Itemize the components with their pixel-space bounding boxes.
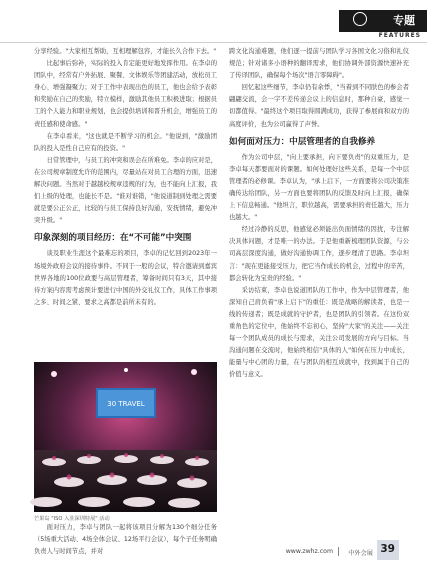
paragraph: 分享经验。"大家相互帮助，互相理解包容，才能长久合作下去。" <box>34 48 217 55</box>
paragraph: 谈及职业生涯这个最难忘的项目，李卓的记忆回到2023年一场境外政府会议的接待事件。不同于一般的会议，特合邀请到嘉宾世界各地的100位政要与高层管理者，筹备时间只有3天，其中接待方案内容需考虑预计要进行中国的外交礼仪工作，具体工作事项之多、时间之紧、要求之高都是前所未有的。 <box>34 250 217 306</box>
section-logo-icon <box>353 12 367 26</box>
stage-screen-text: 30 TRAVEL <box>107 400 145 408</box>
paragraph: 经过冷静的反思，他感觉必须能出负面情绪的因扰，专注解决具体问题，才是唯一的办法。于是他重新梳理团队资源，与公司高层深度沟通，做好沟通协调工作，逐步理清了思路。李卓坦言："现在更能接受压力，把它当作成长的机会，过程中的辛苦，都会转化为宝贵的经验。" <box>229 226 409 282</box>
paragraph: 比起事后弥补，实际的投入肯定能更好地发挥作用。在李卓的团队中，经常有户外拓展、聚餐、文体娱乐等团建活动，放松员工身心、增强凝聚力；对于工作中表现出色的员工，他也会给予表彰和奖励在自己的奖励，特立模样，激励其他员工积极进取；根据员工的个人能力和职业规划，也会提供培训和晋升机会，增强员工的责任感和使命感。" <box>34 60 217 128</box>
left-column-tail <box>34 522 217 556</box>
paragraph: 回忆起这些细节，李卓仍有余悸，"当着到不同肤色的参会者翩翩交流，会一字不差传递会议上的信息时，那种自豪，感觉一切都值得。"最终这个项目取得圆满成功，获得了参展商和双方的高度评价，也为公司赢得了声誉。 <box>229 84 409 128</box>
event-photo <box>34 362 217 512</box>
photo-caption: 芒果岛 "ISO 入驻深圳特展" 活动 <box>34 516 110 522</box>
paragraph: 面对压力，李卓与团队一起将该项目分解为130个细分任务（5场重大活动、4场全体会议、12场平行会议），每个子任务明确负责人与时间节点，并对 <box>34 524 217 556</box>
right-column <box>229 46 409 405</box>
section-title: 专题 <box>393 14 415 27</box>
footer-divider <box>338 547 339 556</box>
left-column <box>34 46 217 309</box>
paragraph: 采访结束，李卓也说道团队的工作中，作为中层管理者，他深知自己肩负着"承上启下"的重任：既是战略的解读者，也是一线的传递者；既是成就的守护者，也是团队的引领者。在这份双重角色的定位中，他始终不忘初心，坚持"大家"的关注——关注每一个团队成员的成长与需求，关注公司发展的方向与目标。当沟通问题在交流时，他始终相信"具体的人"如何在压力中成长，能量与中心团的力量，在与团队的相互成就中，找到属于自己的价值与意义。 <box>229 286 409 379</box>
section-subtitle: FEATURES <box>378 32 421 39</box>
section-heading: 印象深刻的项目经历：在“不可能”中突围 <box>34 233 192 244</box>
paragraph: 跨文化沟通难题，他们逐一提前与团队学习各国文化习俗和礼仪规范；针对诸多小语种的翻译需求，他们协调外部资源快速补充了传译团队，确保每个场次"语言零障碍"。 <box>229 48 409 80</box>
section-heading: 如何面对压力：中层管理者的自我修养 <box>229 136 376 147</box>
page-number: 39 <box>380 543 395 555</box>
header-rule <box>0 34 427 43</box>
paragraph: 日常管理中，与员工的冲突和误会在所难免。李卓的应对是，在公司规章制度允许的范围内，尽量站在对员工合理的方面，迅速解决问题。当然对于越越校规章违规的行为，也不能向上汇报，我们上级的处理，也能长不是。"谁对谁错，"他说道制到处理之需要就是要公正公正，比较的与员工保持良好沟通，安抚情绪，避免冲突升级。" <box>34 156 217 225</box>
paragraph: 作为公司中层，"向上要承担，向下要负责"的双重压力，是李卓每天都要面对的课题。如何处理好这些关系，是每一个中层管理者的必修课。李卓认为，"承上启下，一方面要将公司决策准确传达给团队，另一方面也要将团队的反馈及时向上汇报，确保上下信息畅通。"他坦言，职位越高，需要承担的责任越大，压力也越大。" <box>229 153 409 222</box>
paragraph: 在李卓看来，"这也就是不断学习的机会。"他说到，"激励团队的投入是性自己应有的投资。" <box>34 132 217 152</box>
footer-magazine-name: 中外会展 <box>348 550 373 557</box>
footer-url: www.zwhz.com <box>285 548 333 555</box>
